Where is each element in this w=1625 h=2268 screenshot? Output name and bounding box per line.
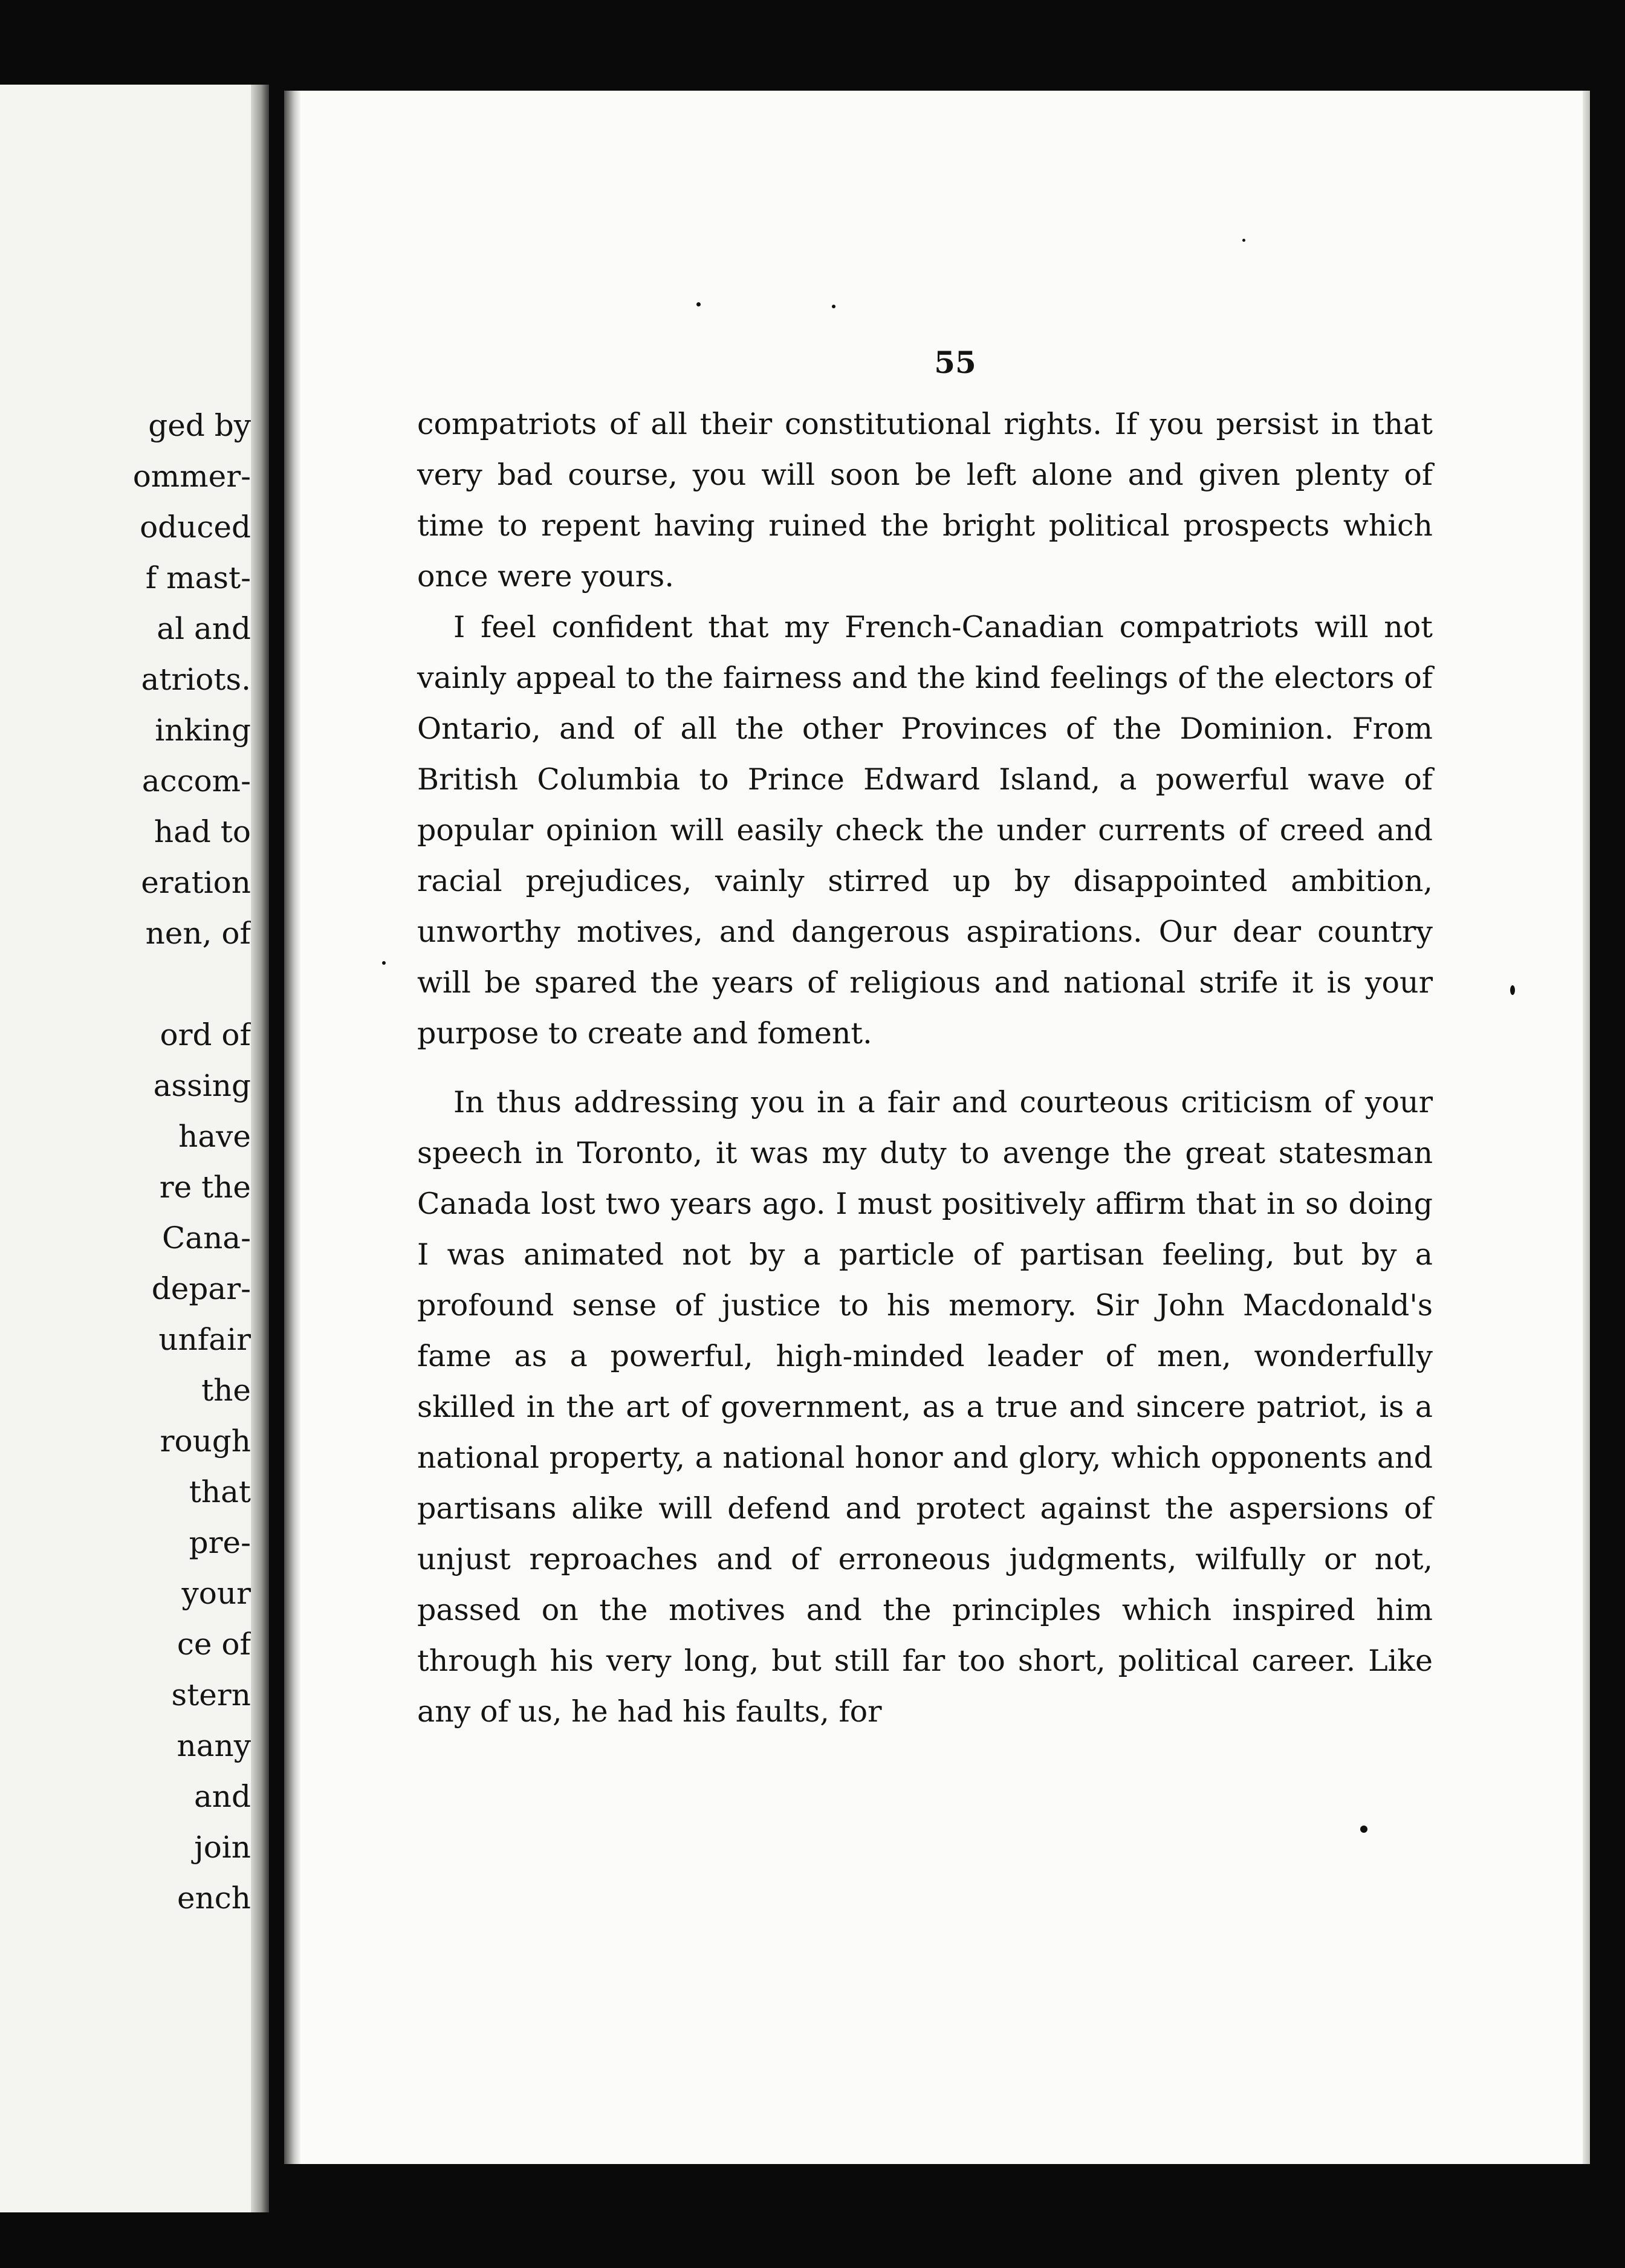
left-line: ord of — [160, 1017, 251, 1052]
left-line: pre- — [189, 1525, 251, 1560]
left-line: atriots. — [141, 662, 251, 697]
paragraph: I feel confident that my French-Canadian compatriots will not vainly appeal to the fairness and the kind feelings of the electors of Ontario, and of all the other Provinces of the Dominion. From British Columbia to Prince Edward Island, a powerful wave of popular opinion will easily check the under currents of creed and racial prejudices, vainly stirred up by disappointed ambition, unworthy motives, and dangerous aspirations. Our dear country will be spared the years of religious and national strife it is your purpose to create and foment. — [417, 610, 1433, 1051]
left-line: unfair — [158, 1322, 251, 1357]
ink-speck — [696, 302, 701, 306]
left-line: ommer- — [132, 459, 251, 494]
left-line: have — [178, 1119, 251, 1154]
left-line: assing — [153, 1068, 251, 1103]
left-page — [0, 85, 269, 2212]
left-page-text — [0, 400, 251, 1923]
left-line: re the — [159, 1170, 251, 1205]
left-line: ench — [177, 1881, 251, 1916]
left-line: inking — [155, 713, 251, 748]
left-line: that — [189, 1474, 251, 1509]
left-line: and — [193, 1779, 251, 1814]
left-line: stern — [171, 1677, 251, 1712]
page-number: 55 — [934, 345, 976, 380]
ink-speck — [832, 305, 835, 308]
paragraph: In thus addressing you in a fair and courteous criticism of your speech in Toronto, it was my duty to avenge the great statesman Canada lost two years ago. I must positively affirm that in so doing I was animated not by a particle of partisan feeling, but by a profound sense of justice to his memory. Sir John Macdonald's fame as a powerful, high-minded leader of men, wonderfully skilled in the art of government, as a true and sincere patriot, is a national property, a national honor and glory, which opponents and partisans alike will defend and protect against the aspersions of unjust reproaches and of erroneous judgments, wilfully or not, passed on the motives and the principles which inspired him through his very long, but still far too short, political career. Like any of us, he had his faults, for — [417, 1085, 1433, 1729]
page-fold-shadow — [251, 85, 269, 2212]
left-line: ged by — [148, 408, 251, 443]
left-line: rough — [160, 1424, 251, 1459]
left-line: nany — [177, 1728, 251, 1763]
left-line: al and — [157, 611, 251, 646]
page-edge — [1583, 91, 1590, 2164]
left-line: join — [194, 1830, 251, 1865]
left-line: f mast- — [145, 560, 251, 595]
paragraph-continued: compatriots of all their constitutional rights. If you persist in that very bad course, you will soon be left alone and given plenty of time to repent having ruined the bright political prospects which once were yours. — [417, 407, 1433, 594]
ink-speck — [1360, 1826, 1367, 1833]
left-line: the — [201, 1373, 251, 1408]
left-line: accom- — [141, 763, 251, 799]
ink-speck — [1510, 985, 1515, 995]
left-line: oduced — [140, 510, 251, 545]
body-text — [417, 399, 1433, 1737]
ink-speck — [382, 961, 386, 965]
left-line: Cana- — [162, 1220, 251, 1256]
left-line-blank — [0, 959, 251, 1009]
left-line: depar- — [151, 1271, 251, 1306]
left-line: your — [181, 1576, 251, 1611]
ink-speck — [1242, 239, 1245, 242]
left-line: nen, of — [145, 916, 251, 951]
left-line: eration — [141, 865, 251, 900]
right-page — [284, 91, 1590, 2164]
left-line: had to — [154, 814, 251, 849]
left-line: ce of — [177, 1627, 251, 1662]
gutter-shadow — [284, 91, 301, 2164]
